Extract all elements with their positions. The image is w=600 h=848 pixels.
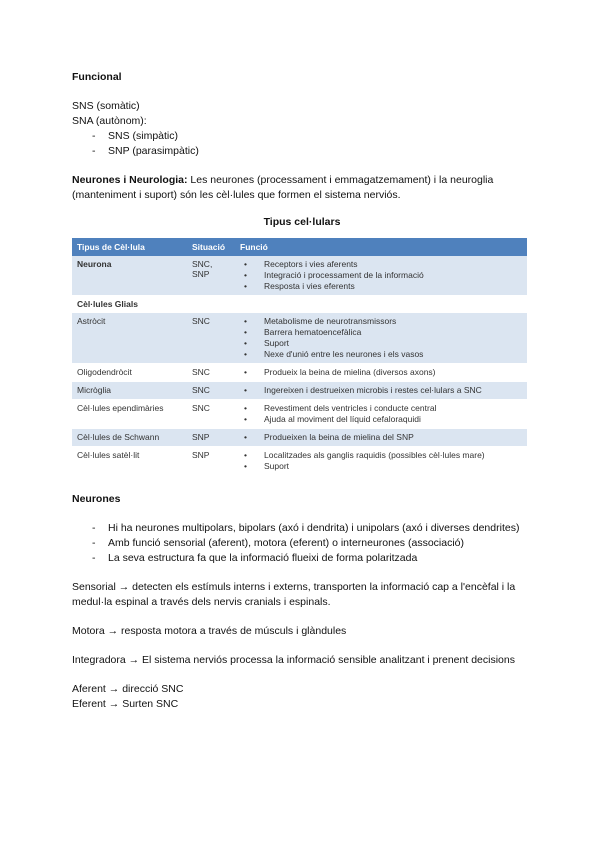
section-title-neurones: Neurones	[72, 493, 121, 505]
cell-functions	[235, 256, 527, 296]
table-row	[72, 447, 527, 476]
cell-type: Cèl·lules Glials	[72, 296, 187, 313]
function-item: • Metabolisme de neurotransmissors	[240, 316, 522, 327]
sna-line: SNA (autònom):	[72, 115, 147, 127]
function-item: • Barrera hematoencefàlica	[240, 327, 522, 338]
table-row	[72, 256, 527, 296]
neurones-list	[72, 521, 532, 566]
header-function: Funció	[235, 238, 527, 256]
cell-type: Astròcit	[72, 313, 187, 364]
cell-functions	[235, 400, 527, 429]
list-item: - La seva estructura fa que la informació flueixi de forma polaritzada	[92, 551, 532, 566]
cell-type: Cèl·lules ependimàries	[72, 400, 187, 429]
table-row	[72, 296, 527, 313]
section-title-funcional: Funcional	[72, 71, 122, 83]
header-location: Situació	[187, 238, 235, 256]
function-item: • Receptors i vies aferents	[240, 259, 522, 270]
function-item: • Localitzades als ganglis raquidis (possibles cèl·lules mare)	[240, 450, 522, 461]
table-row	[72, 382, 527, 400]
function-item: • Ajuda al moviment del líquid cefaloraquidi	[240, 414, 522, 425]
eferent-line: Eferent → Surten SNC	[72, 698, 179, 710]
cell-type: Oligodendròcit	[72, 364, 187, 382]
list-item: - SNS (simpàtic)	[92, 129, 532, 144]
cell-functions	[235, 296, 527, 313]
cell-types-table	[72, 238, 527, 476]
cell-location: SNC	[187, 364, 235, 382]
table-title: Tipus cel·lulars	[263, 216, 341, 228]
integradora-paragraph: Integradora → El sistema nerviós processa la informació sensible analitzant i prenent decisions	[72, 654, 515, 666]
function-item: • Suport	[240, 461, 522, 472]
sna-list	[72, 129, 532, 159]
cell-type: Cèl·lules satèl·lit	[72, 447, 187, 476]
cell-location: SNP	[187, 447, 235, 476]
table-row	[72, 364, 527, 382]
cell-type: Neurona	[72, 256, 187, 296]
function-item: • Ingereixen i destrueixen microbis i restes cel·lulars a SNC	[240, 385, 522, 396]
cell-location: SNC	[187, 313, 235, 364]
neurology-text: Les neurones (processament i emmagatzemament) i la neuroglia (manteniment i suport) són les cèl·lules que formen el sistema nerviós.	[72, 174, 494, 201]
cell-location: SNC	[187, 382, 235, 400]
sensorial-paragraph: Sensorial → detecten els estímuls interns i externs, transporten la informació cap a l'encèfal i la medul·la espinal a través dels nervis cranials i espinals.	[72, 581, 516, 608]
cell-functions	[235, 382, 527, 400]
motora-paragraph: Motora → resposta motora a través de músculs i glàndules	[72, 625, 347, 637]
header-type: Tipus de Cèl·lula	[72, 238, 187, 256]
cell-type: Micròglia	[72, 382, 187, 400]
function-item: • Nexe d'unió entre les neurones i els vasos	[240, 349, 522, 360]
table-row	[72, 313, 527, 364]
table-row	[72, 400, 527, 429]
list-item: - Amb funció sensorial (aferent), motora (eferent) o interneurones (associació)	[92, 536, 532, 551]
function-item: • Integració i processament de la informació	[240, 270, 522, 281]
neurology-paragraph	[72, 173, 532, 203]
list-item: - SNP (parasimpàtic)	[92, 144, 532, 159]
function-item: • Suport	[240, 338, 522, 349]
cell-functions	[235, 429, 527, 447]
cell-functions	[235, 364, 527, 382]
function-item: • Produeix la beina de mielina (diversos axons)	[240, 367, 522, 378]
cell-location	[187, 296, 235, 313]
aferent-line: Aferent → direcció SNC	[72, 683, 184, 695]
cell-location: SNP	[187, 429, 235, 447]
cell-functions	[235, 313, 527, 364]
function-item: • Produeixen la beina de mielina del SNP	[240, 432, 522, 443]
function-item: • Resposta i vies eferents	[240, 281, 522, 292]
neurology-label: Neurones i Neurologia:	[72, 174, 188, 186]
cell-location: SNC	[187, 400, 235, 429]
table-row	[72, 429, 527, 447]
cell-functions	[235, 447, 527, 476]
cell-location: SNC, SNP	[187, 256, 235, 296]
sns-line: SNS (somàtic)	[72, 100, 140, 112]
function-item: • Revestiment dels ventricles i conducte central	[240, 403, 522, 414]
document-page	[72, 70, 532, 712]
list-item: - Hi ha neurones multipolars, bipolars (axó i dendrita) i unipolars (axó i diverses dendrites)	[92, 521, 532, 536]
cell-type: Cèl·lules de Schwann	[72, 429, 187, 447]
